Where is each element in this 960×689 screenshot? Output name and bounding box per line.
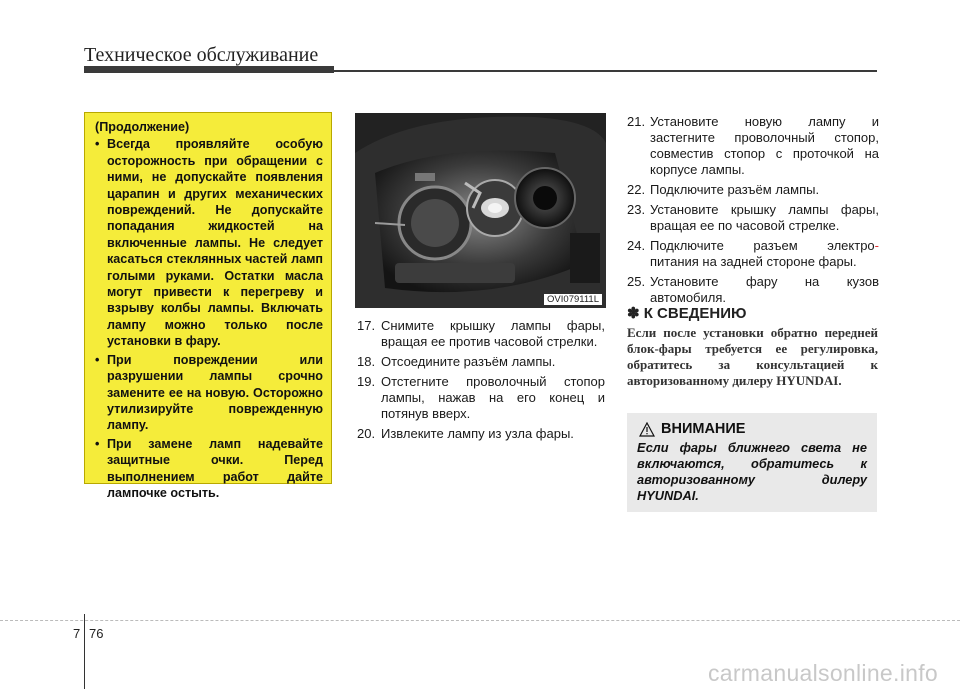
info-body: Если после установки обратно передней блок-фары требуется ее регулировка, обратитесь за консультацией к авторизованному дилеру HYUNDAI.	[627, 325, 878, 388]
step-number: 24.	[627, 238, 646, 253]
page-number-rule	[84, 614, 85, 689]
chapter-number: 7	[73, 626, 81, 641]
header-bar	[84, 66, 334, 73]
step-text: Отсоедините разъём лампы.	[381, 354, 556, 369]
footer-divider	[0, 620, 960, 621]
header-rule	[334, 70, 877, 72]
page-number: 76	[89, 626, 104, 641]
step-text: Установите новую лампу и застегните проволочный стопор, совместив стопор с проточкой на корпусе лампы.	[650, 114, 879, 177]
step-number: 18.	[357, 354, 376, 369]
steps-list-middle	[357, 318, 605, 446]
hyphen-mark: -	[874, 238, 879, 253]
step-item	[357, 426, 605, 442]
caution-item: • При повреждении или разрушении лампы срочно замените ее на новую. Осторожно утилизируйте поврежденную лампу.	[95, 352, 323, 434]
info-heading: ✽ К СВЕДЕНИЮ	[627, 305, 747, 322]
step-number: 22.	[627, 182, 646, 197]
step-item	[627, 202, 879, 234]
figure-code: OVI079111L	[544, 294, 602, 305]
step-text-part: Подключите разъем электро	[650, 238, 875, 253]
step-item	[627, 182, 879, 198]
page-section-title: Техническое обслуживание	[84, 44, 319, 66]
step-text: Подключите разъём лампы.	[650, 182, 820, 197]
step-item	[357, 354, 605, 370]
step-number: 23.	[627, 202, 646, 217]
step-item	[357, 374, 605, 422]
step-number: 20.	[357, 426, 376, 441]
caution-item: • Всегда проявляйте особую осторожность при обращении с ними, не допускайте появления царапин и других механических повреждений. Не допускайте попадания жидкостей на включенные лампы. Не следует касаться стеклянных частей ламп голыми руками. Остатки масла могут привести к перегреву и взрыву колбы лампы. Включать лампу можно только после установки в фару.	[95, 136, 323, 349]
step-text: Извлеките лампу из узла фары.	[381, 426, 574, 441]
step-text: Установите фару на кузов автомобиля.	[650, 274, 879, 305]
warning-title: ВНИМАНИЕ	[661, 421, 746, 437]
warning-box	[627, 413, 877, 512]
warning-header	[639, 421, 867, 437]
step-item	[627, 238, 879, 270]
warning-triangle-icon	[639, 422, 655, 437]
step-item	[627, 274, 879, 306]
step-text: Отстегните проволочный стопор лампы, нажав на его конец и потянув вверх.	[381, 374, 605, 421]
caution-box	[84, 112, 332, 500]
caution-continued: (Продолжение)	[95, 120, 190, 134]
step-text: Установите крышку лампы фары, вращая ее по часовой стрелке.	[650, 202, 879, 233]
headlamp-illustration	[355, 113, 606, 308]
step-item	[357, 318, 605, 350]
step-text	[650, 238, 879, 270]
warning-text: Если фары ближнего света не включаются, обратитесь к авторизованному дилеру HYUNDAI.	[637, 440, 867, 503]
step-number: 25.	[627, 274, 646, 289]
step-text: Снимите крышку лампы фары, вращая ее против часовой стрелки.	[381, 318, 605, 349]
step-number: 21.	[627, 114, 646, 129]
caution-item: • При замене ламп надевайте защитные очки. Перед выполнением работ дайте лампочке остыть.	[95, 436, 323, 502]
steps-list-right	[627, 114, 879, 310]
headlamp-photo	[355, 113, 606, 308]
step-text-part: питания на задней стороне фары.	[650, 254, 857, 269]
step-item	[627, 114, 879, 178]
step-number: 19.	[357, 374, 376, 389]
watermark-text: carmanualsonline.info	[707, 660, 938, 686]
step-number: 17.	[357, 318, 376, 333]
caution-list	[95, 136, 323, 501]
